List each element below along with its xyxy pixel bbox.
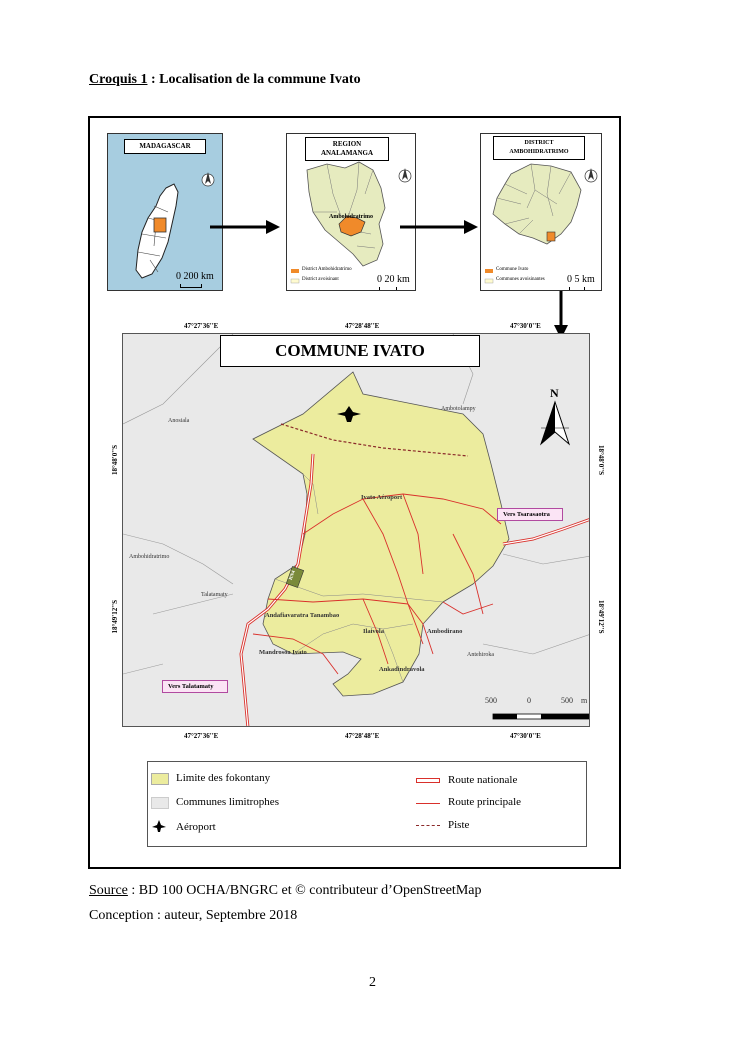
- callout-tsarasaotra: Vers Tsarasaotra: [497, 508, 563, 521]
- inset-region-scale: 0 20 km: [377, 274, 410, 285]
- caption-label: Croquis 1: [89, 72, 148, 87]
- figure-caption: [89, 72, 361, 88]
- inset-madagascar-title: MADAGASCAR: [124, 139, 206, 154]
- source-line: [89, 883, 482, 899]
- scale-mid: 0: [527, 696, 531, 705]
- legend-rp: Route principale: [448, 796, 522, 808]
- inset-district-legend1: Commune Ivato: [496, 267, 529, 272]
- place-ambotolampy: Ambotolampy: [441, 406, 476, 412]
- coord-top-2: 47°28'48''E: [345, 322, 380, 330]
- legend-swatch-piste: [416, 825, 440, 826]
- place-ilaivola: Ilaivola: [363, 628, 384, 635]
- scale-unit: m: [581, 696, 588, 705]
- inset-district-legend2: Communes avoisinantes: [496, 277, 545, 282]
- inset-district-scale: 0 5 km: [567, 274, 595, 285]
- place-ambodirano: Ambodirano: [427, 628, 463, 635]
- legend-fokontany: Limite des fokontany: [176, 772, 271, 784]
- legend-rn: Route nationale: [448, 774, 518, 786]
- coord-left-2: 18°49'12''S: [111, 600, 119, 634]
- main-north-label: N: [550, 386, 559, 400]
- place-ankadindravola: Ankadindravola: [379, 666, 425, 673]
- inset-madagascar: [107, 133, 223, 291]
- inset3-north-arrow: [585, 168, 597, 182]
- main-north-arrow: [541, 402, 569, 444]
- inset-district: [480, 133, 602, 291]
- coord-right-2: 18°49'12''S: [597, 600, 605, 634]
- arrow-to-district: [400, 217, 480, 237]
- commune-boundary: [253, 372, 509, 696]
- coord-bottom-3: 47°30'0''E: [510, 732, 541, 740]
- main-scale-bar: [493, 714, 589, 719]
- source-text: : BD 100 OCHA/BNGRC et © contributeur d’OpenStreetMap: [127, 883, 482, 898]
- rn4-label: RN4: [288, 570, 297, 581]
- place-anosiala: Anosiala: [168, 418, 190, 424]
- callout-talatamaty: Vers Talatamaty: [162, 680, 228, 693]
- inset-madagascar-scale-bar: [180, 284, 202, 288]
- legend-swatch-rn: [416, 778, 440, 783]
- inset-region-scale-bar: [379, 287, 397, 291]
- place-ivato-aeroport: Ivato Aéroport: [361, 494, 403, 501]
- inset-region-title: [305, 137, 389, 161]
- legend-airplane-icon: [151, 819, 167, 833]
- inset-district-title-line1: DISTRICT: [524, 140, 554, 146]
- conception-line: Conception : auteur, Septembre 2018: [89, 908, 298, 923]
- main-map-canvas: [123, 334, 590, 727]
- scale-right: 500: [561, 696, 573, 705]
- madagascar-map: [108, 134, 223, 291]
- coord-right-1: 18°48'0''S: [597, 445, 605, 476]
- arrow-to-region: [210, 217, 280, 237]
- inset2-north-arrow: [399, 168, 411, 182]
- coord-bottom-2: 47°28'48''E: [345, 732, 380, 740]
- inset-region-legend1: District Ambohidratrimo: [302, 267, 352, 272]
- inset-region-legend2: District avoisinant: [302, 277, 339, 282]
- inset-region-title-line1: REGION: [332, 140, 362, 148]
- inset-district-scale-bar: [569, 287, 585, 291]
- page-number: 2: [369, 975, 376, 990]
- legend-aeroport: Aéroport: [176, 821, 216, 833]
- scale-left: 500: [485, 696, 497, 705]
- inset1-north-arrow: [202, 172, 214, 186]
- inset-madagascar-scale: 0 200 km: [176, 271, 214, 282]
- inset-region-district-label: Ambohidratrimo: [329, 214, 373, 220]
- map-legend: [147, 761, 587, 847]
- legend-swatch-fokontany: [151, 773, 169, 785]
- inset-region: [286, 133, 416, 291]
- place-andafiavaratra: Andafiavaratra Tanambao: [265, 612, 340, 619]
- coord-bottom-1: 47°27'36''E: [184, 732, 219, 740]
- place-mandrosoa: Mandrosoa Ivato: [259, 649, 307, 656]
- place-talatamaty: Talatamaty: [201, 592, 228, 598]
- caption-title: : Localisation de la commune Ivato: [147, 72, 361, 87]
- place-antehiroka: Antehiroka: [467, 652, 494, 658]
- coord-top-1: 47°27'36''E: [184, 322, 219, 330]
- coord-top-3: 47°30'0''E: [510, 322, 541, 330]
- main-map: [122, 333, 590, 727]
- place-ambohidratrimo: Ambohidratrimo: [129, 554, 170, 560]
- main-map-title: COMMUNE IVATO: [220, 335, 480, 367]
- inset-district-title-line2: AMBOHIDRATRIMO: [509, 149, 569, 155]
- coord-left-1: 18°48'0''S: [111, 445, 119, 476]
- inset-region-title-line2: ANALAMANGA: [320, 149, 374, 157]
- legend-communes: Communes limitrophes: [176, 796, 279, 808]
- legend-swatch-rp: [416, 803, 440, 804]
- legend-piste: Piste: [448, 819, 470, 831]
- inset-district-title: [493, 136, 585, 160]
- source-label: Source: [89, 883, 128, 898]
- legend-swatch-communes: [151, 797, 169, 809]
